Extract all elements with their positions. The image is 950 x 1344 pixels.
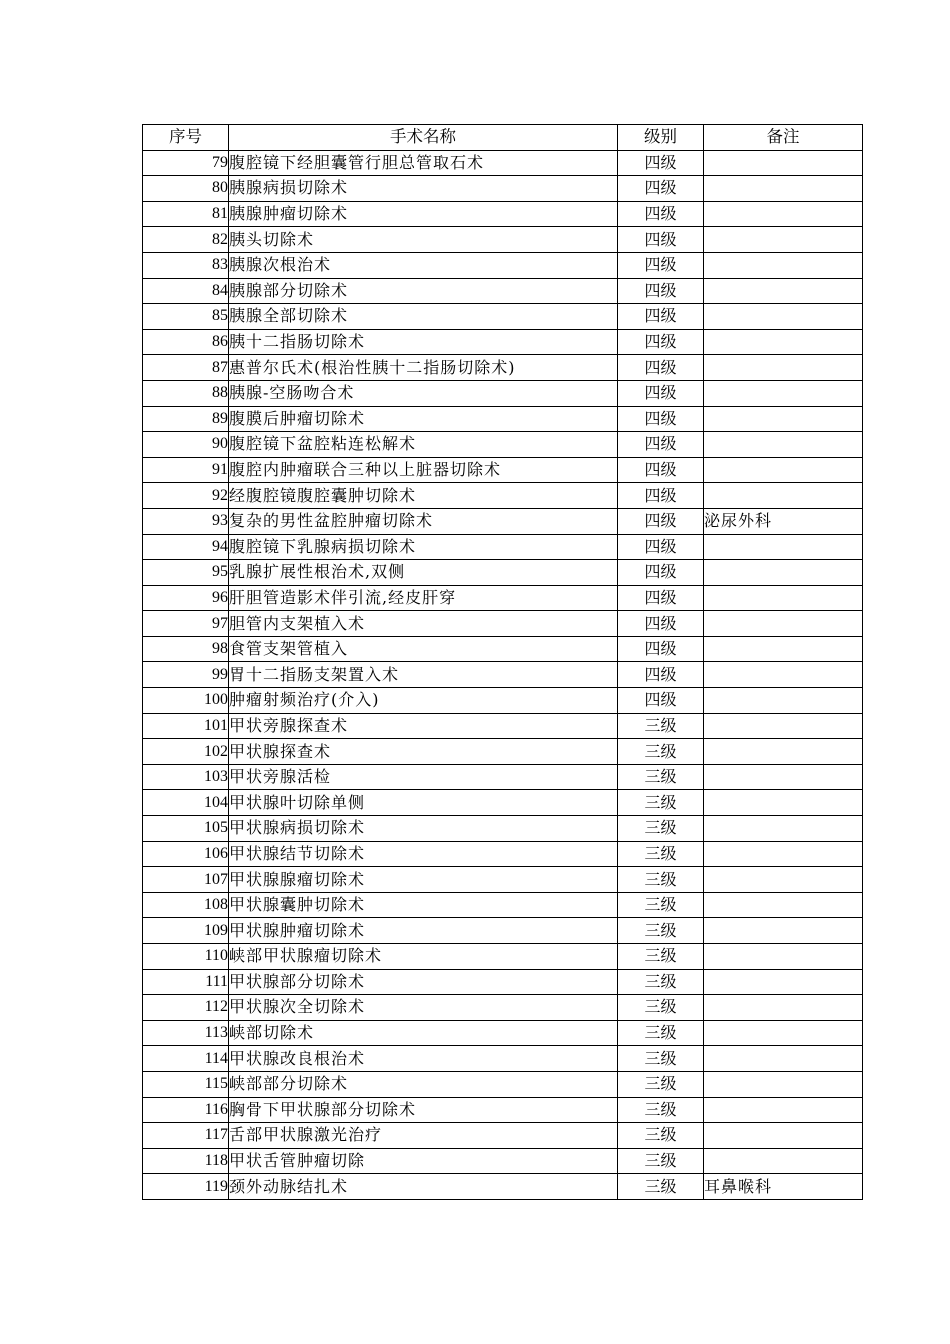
surgery-name: 甲状腺腺瘤切除术 bbox=[229, 867, 618, 893]
row-number: 80 bbox=[143, 176, 229, 202]
row-number: 115 bbox=[143, 1071, 229, 1097]
surgery-name: 舌部甲状腺激光治疗 bbox=[229, 1123, 618, 1149]
surgery-name: 峡部甲状腺瘤切除术 bbox=[229, 944, 618, 970]
row-note bbox=[704, 560, 863, 586]
surgery-level: 四级 bbox=[618, 201, 704, 227]
surgery-level: 四级 bbox=[618, 278, 704, 304]
row-note bbox=[704, 918, 863, 944]
row-number: 109 bbox=[143, 918, 229, 944]
surgery-level: 三级 bbox=[618, 892, 704, 918]
row-number: 116 bbox=[143, 1097, 229, 1123]
table-row bbox=[143, 201, 863, 227]
row-number: 83 bbox=[143, 252, 229, 278]
row-note: 耳鼻喉科 bbox=[704, 1174, 863, 1200]
row-number: 107 bbox=[143, 867, 229, 893]
table-row bbox=[143, 611, 863, 637]
surgery-name: 甲状腺囊肿切除术 bbox=[229, 892, 618, 918]
surgery-name: 胰头切除术 bbox=[229, 227, 618, 253]
table-row bbox=[143, 867, 863, 893]
table-row bbox=[143, 227, 863, 253]
surgery-name: 腹膜后肿瘤切除术 bbox=[229, 406, 618, 432]
row-note bbox=[704, 1046, 863, 1072]
surgery-level: 三级 bbox=[618, 790, 704, 816]
surgery-level: 四级 bbox=[618, 483, 704, 509]
table-row bbox=[143, 1046, 863, 1072]
table-row bbox=[143, 1071, 863, 1097]
header-note: 备注 bbox=[704, 125, 863, 151]
table-row bbox=[143, 252, 863, 278]
surgery-level: 四级 bbox=[618, 688, 704, 714]
row-number: 81 bbox=[143, 201, 229, 227]
surgery-name: 胰腺-空肠吻合术 bbox=[229, 380, 618, 406]
row-number: 96 bbox=[143, 585, 229, 611]
surgery-name: 乳腺扩展性根治术,双侧 bbox=[229, 560, 618, 586]
table-row bbox=[143, 995, 863, 1021]
row-note bbox=[704, 483, 863, 509]
table-row bbox=[143, 713, 863, 739]
table-row bbox=[143, 560, 863, 586]
surgery-level: 四级 bbox=[618, 662, 704, 688]
row-note bbox=[704, 636, 863, 662]
surgery-level: 三级 bbox=[618, 918, 704, 944]
surgery-name: 峡部部分切除术 bbox=[229, 1071, 618, 1097]
table-row bbox=[143, 688, 863, 714]
surgery-name: 甲状腺改良根治术 bbox=[229, 1046, 618, 1072]
row-number: 79 bbox=[143, 150, 229, 176]
table-row bbox=[143, 790, 863, 816]
table-row bbox=[143, 1123, 863, 1149]
surgery-name: 胰腺次根治术 bbox=[229, 252, 618, 278]
row-note bbox=[704, 585, 863, 611]
surgery-level: 四级 bbox=[618, 406, 704, 432]
row-number: 92 bbox=[143, 483, 229, 509]
surgery-name: 胃十二指肠支架置入术 bbox=[229, 662, 618, 688]
row-number: 106 bbox=[143, 841, 229, 867]
row-note bbox=[704, 355, 863, 381]
surgery-level: 四级 bbox=[618, 508, 704, 534]
table-row bbox=[143, 304, 863, 330]
surgery-level: 四级 bbox=[618, 457, 704, 483]
table-row bbox=[143, 636, 863, 662]
table-row bbox=[143, 816, 863, 842]
surgery-name: 甲状腺叶切除单侧 bbox=[229, 790, 618, 816]
row-note bbox=[704, 944, 863, 970]
table-row bbox=[143, 585, 863, 611]
surgery-level: 三级 bbox=[618, 816, 704, 842]
table-row bbox=[143, 944, 863, 970]
row-note: 泌尿外科 bbox=[704, 508, 863, 534]
table-row bbox=[143, 764, 863, 790]
surgery-level: 四级 bbox=[618, 176, 704, 202]
surgery-name: 经腹腔镜腹腔囊肿切除术 bbox=[229, 483, 618, 509]
header-row bbox=[143, 125, 863, 151]
row-note bbox=[704, 995, 863, 1021]
surgery-level: 三级 bbox=[618, 1071, 704, 1097]
surgery-name: 胰腺肿瘤切除术 bbox=[229, 201, 618, 227]
row-number: 108 bbox=[143, 892, 229, 918]
surgery-name: 胰十二指肠切除术 bbox=[229, 329, 618, 355]
surgery-table bbox=[142, 124, 863, 1200]
surgery-level: 三级 bbox=[618, 867, 704, 893]
surgery-level: 三级 bbox=[618, 969, 704, 995]
row-number: 94 bbox=[143, 534, 229, 560]
surgery-level: 四级 bbox=[618, 534, 704, 560]
surgery-level: 三级 bbox=[618, 739, 704, 765]
row-number: 103 bbox=[143, 764, 229, 790]
row-number: 102 bbox=[143, 739, 229, 765]
surgery-level: 三级 bbox=[618, 1020, 704, 1046]
surgery-name: 甲状腺结节切除术 bbox=[229, 841, 618, 867]
surgery-level: 四级 bbox=[618, 252, 704, 278]
surgery-level: 三级 bbox=[618, 1046, 704, 1072]
row-note bbox=[704, 304, 863, 330]
surgery-name: 胰腺部分切除术 bbox=[229, 278, 618, 304]
row-note bbox=[704, 611, 863, 637]
surgery-level: 三级 bbox=[618, 995, 704, 1021]
table-row bbox=[143, 176, 863, 202]
row-note bbox=[704, 867, 863, 893]
table-row bbox=[143, 1148, 863, 1174]
table-row bbox=[143, 892, 863, 918]
row-note bbox=[704, 252, 863, 278]
row-note bbox=[704, 150, 863, 176]
surgery-name: 胰腺病损切除术 bbox=[229, 176, 618, 202]
row-number: 87 bbox=[143, 355, 229, 381]
row-note bbox=[704, 790, 863, 816]
row-note bbox=[704, 764, 863, 790]
row-note bbox=[704, 662, 863, 688]
row-number: 101 bbox=[143, 713, 229, 739]
surgery-level: 三级 bbox=[618, 1174, 704, 1200]
row-number: 112 bbox=[143, 995, 229, 1021]
row-note bbox=[704, 1123, 863, 1149]
surgery-name: 腹腔镜下经胆囊管行胆总管取石术 bbox=[229, 150, 618, 176]
surgery-name: 甲状旁腺探查术 bbox=[229, 713, 618, 739]
table-body bbox=[143, 150, 863, 1199]
row-number: 82 bbox=[143, 227, 229, 253]
table-row bbox=[143, 432, 863, 458]
table-row bbox=[143, 1020, 863, 1046]
surgery-name: 惠普尔氏术(根治性胰十二指肠切除术) bbox=[229, 355, 618, 381]
surgery-name: 腹腔镜下乳腺病损切除术 bbox=[229, 534, 618, 560]
row-number: 93 bbox=[143, 508, 229, 534]
row-note bbox=[704, 278, 863, 304]
row-note bbox=[704, 406, 863, 432]
row-note bbox=[704, 969, 863, 995]
table-row bbox=[143, 508, 863, 534]
surgery-name: 肝胆管造影术伴引流,经皮肝穿 bbox=[229, 585, 618, 611]
table-row bbox=[143, 969, 863, 995]
header-name: 手术名称 bbox=[229, 125, 618, 151]
row-number: 104 bbox=[143, 790, 229, 816]
surgery-name: 胸骨下甲状腺部分切除术 bbox=[229, 1097, 618, 1123]
row-note bbox=[704, 1020, 863, 1046]
table-row bbox=[143, 1174, 863, 1200]
surgery-level: 四级 bbox=[618, 636, 704, 662]
row-number: 119 bbox=[143, 1174, 229, 1200]
surgery-name: 甲状腺探查术 bbox=[229, 739, 618, 765]
row-note bbox=[704, 432, 863, 458]
table-row bbox=[143, 329, 863, 355]
surgery-name: 复杂的男性盆腔肿瘤切除术 bbox=[229, 508, 618, 534]
surgery-level: 四级 bbox=[618, 432, 704, 458]
row-note bbox=[704, 329, 863, 355]
surgery-name: 甲状腺次全切除术 bbox=[229, 995, 618, 1021]
surgery-level: 三级 bbox=[618, 1148, 704, 1174]
table-row bbox=[143, 918, 863, 944]
row-note bbox=[704, 841, 863, 867]
row-number: 89 bbox=[143, 406, 229, 432]
row-note bbox=[704, 457, 863, 483]
surgery-level: 四级 bbox=[618, 304, 704, 330]
row-note bbox=[704, 713, 863, 739]
table-row bbox=[143, 662, 863, 688]
row-number: 111 bbox=[143, 969, 229, 995]
table-row bbox=[143, 483, 863, 509]
surgery-name: 峡部切除术 bbox=[229, 1020, 618, 1046]
row-number: 100 bbox=[143, 688, 229, 714]
row-number: 98 bbox=[143, 636, 229, 662]
table-row bbox=[143, 150, 863, 176]
surgery-name: 食管支架管植入 bbox=[229, 636, 618, 662]
row-number: 117 bbox=[143, 1123, 229, 1149]
surgery-level: 四级 bbox=[618, 560, 704, 586]
table-row bbox=[143, 1097, 863, 1123]
surgery-level: 三级 bbox=[618, 1123, 704, 1149]
header-level: 级别 bbox=[618, 125, 704, 151]
surgery-level: 三级 bbox=[618, 1097, 704, 1123]
row-number: 97 bbox=[143, 611, 229, 637]
row-number: 105 bbox=[143, 816, 229, 842]
surgery-level: 四级 bbox=[618, 150, 704, 176]
table-row bbox=[143, 457, 863, 483]
row-number: 85 bbox=[143, 304, 229, 330]
surgery-level: 四级 bbox=[618, 329, 704, 355]
table-row bbox=[143, 278, 863, 304]
row-note bbox=[704, 176, 863, 202]
surgery-name: 胰腺全部切除术 bbox=[229, 304, 618, 330]
surgery-name: 腹腔镜下盆腔粘连松解术 bbox=[229, 432, 618, 458]
row-number: 86 bbox=[143, 329, 229, 355]
row-number: 91 bbox=[143, 457, 229, 483]
row-note bbox=[704, 892, 863, 918]
row-number: 88 bbox=[143, 380, 229, 406]
row-note bbox=[704, 1097, 863, 1123]
surgery-name: 肿瘤射频治疗(介入) bbox=[229, 688, 618, 714]
row-note bbox=[704, 816, 863, 842]
surgery-name: 甲状腺部分切除术 bbox=[229, 969, 618, 995]
surgery-name: 胆管内支架植入术 bbox=[229, 611, 618, 637]
row-number: 118 bbox=[143, 1148, 229, 1174]
surgery-name: 甲状腺病损切除术 bbox=[229, 816, 618, 842]
table-row bbox=[143, 355, 863, 381]
table-row bbox=[143, 380, 863, 406]
row-number: 84 bbox=[143, 278, 229, 304]
row-number: 114 bbox=[143, 1046, 229, 1072]
surgery-name: 甲状腺肿瘤切除术 bbox=[229, 918, 618, 944]
row-number: 110 bbox=[143, 944, 229, 970]
table-row bbox=[143, 534, 863, 560]
row-number: 99 bbox=[143, 662, 229, 688]
row-note bbox=[704, 227, 863, 253]
surgery-level: 四级 bbox=[618, 227, 704, 253]
row-number: 113 bbox=[143, 1020, 229, 1046]
surgery-name: 甲状舌管肿瘤切除 bbox=[229, 1148, 618, 1174]
row-note bbox=[704, 201, 863, 227]
table-header bbox=[143, 125, 863, 151]
table-row bbox=[143, 406, 863, 432]
row-note bbox=[704, 739, 863, 765]
surgery-level: 三级 bbox=[618, 713, 704, 739]
header-no: 序号 bbox=[143, 125, 229, 151]
table-row bbox=[143, 841, 863, 867]
surgery-level: 四级 bbox=[618, 611, 704, 637]
row-note bbox=[704, 1071, 863, 1097]
table-row bbox=[143, 739, 863, 765]
surgery-name: 颈外动脉结扎术 bbox=[229, 1174, 618, 1200]
surgery-level: 四级 bbox=[618, 355, 704, 381]
row-note bbox=[704, 1148, 863, 1174]
row-note bbox=[704, 380, 863, 406]
surgery-level: 四级 bbox=[618, 585, 704, 611]
surgery-level: 三级 bbox=[618, 944, 704, 970]
surgery-level: 四级 bbox=[618, 380, 704, 406]
surgery-name: 甲状旁腺活检 bbox=[229, 764, 618, 790]
surgery-level: 三级 bbox=[618, 764, 704, 790]
surgery-level: 三级 bbox=[618, 841, 704, 867]
row-number: 95 bbox=[143, 560, 229, 586]
surgery-name: 腹腔内肿瘤联合三种以上脏器切除术 bbox=[229, 457, 618, 483]
row-note bbox=[704, 688, 863, 714]
row-number: 90 bbox=[143, 432, 229, 458]
row-note bbox=[704, 534, 863, 560]
